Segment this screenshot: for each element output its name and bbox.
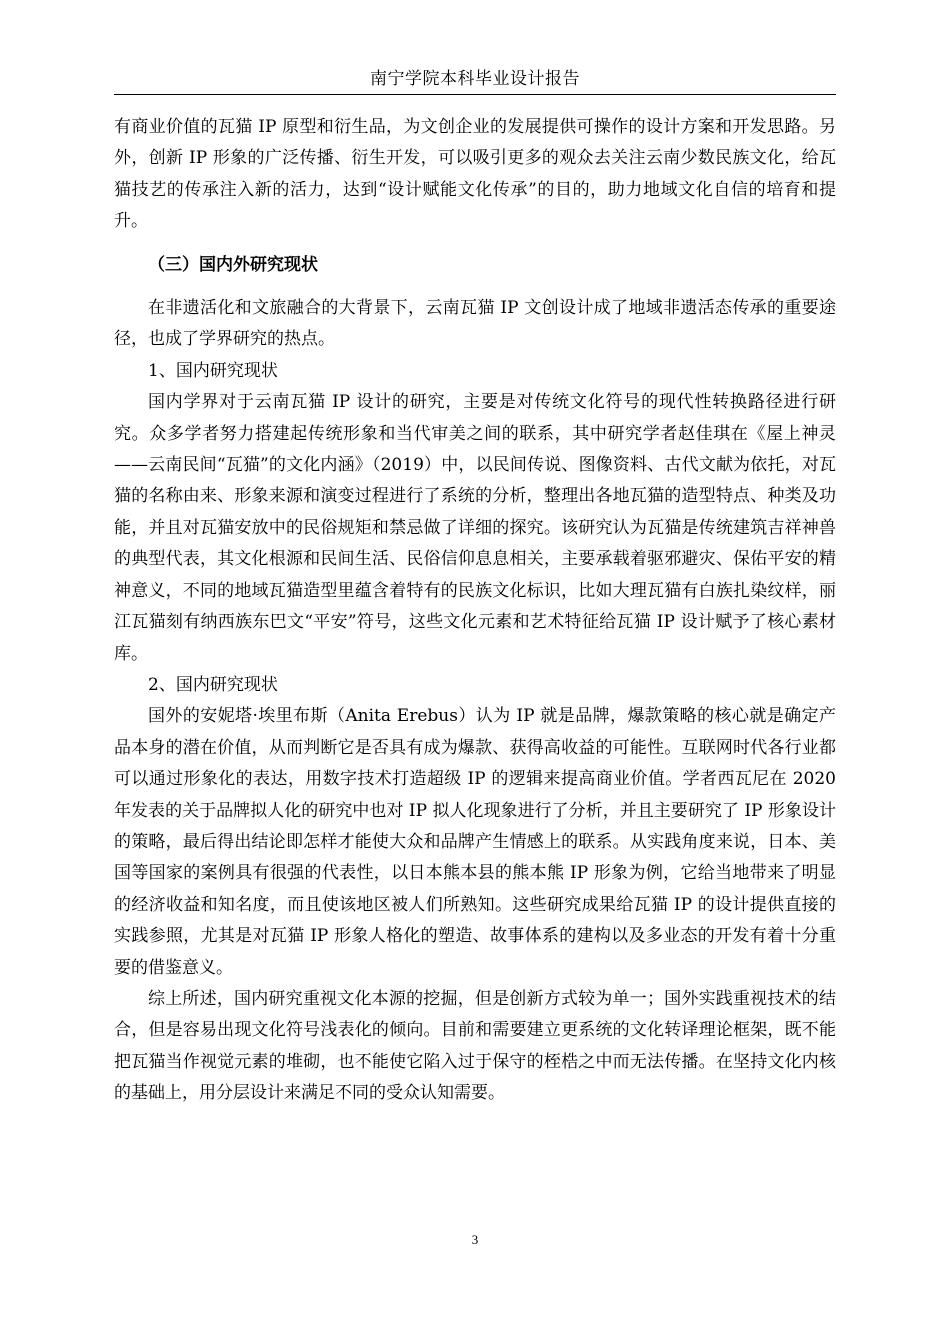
section-heading: （三）国内外研究现状 bbox=[148, 254, 318, 275]
paragraph-summary: 综上所述，国内研究重视文化本源的挖掘，但是创新方式较为单一；国外实践重视技术的结合，但是容易出现文化符号浅表化的倾向。目前和需要建立更系统的文化转译理论框架，既不能把瓦猫当作视觉元素的堆砌，也不能使它陷入过于保守的桎梏之中而无法传播。在坚持文化内核的基础上，用分层设计来满足不同的受众认知需要。 bbox=[114, 988, 836, 1104]
paragraph-overview: 在非遗活化和文旅融合的大背景下，云南瓦猫 IP 文创设计成了地域非遗活态传承的重要途径，也成了学界研究的热点。 bbox=[114, 298, 836, 350]
page-number: 3 bbox=[471, 1232, 479, 1247]
paragraph-intro-continued: 有商业价值的瓦猫 IP 原型和衍生品，为文创企业的发展提供可操作的设计方案和开发思路。另外，创新 IP 形象的广泛传播、衍生开发，可以吸引更多的观众去关注云南少数民族文化，给瓦猫技艺的传承注入新的活力，达到“设计赋能文化传承”的目的，助力地域文化自信的培育和提升。 bbox=[114, 117, 836, 232]
subheading-domestic: 1、国内研究现状 bbox=[148, 360, 278, 381]
paragraph-foreign-research: 国外的安妮塔·埃里布斯（Anita Erebus）认为 IP 就是品牌，爆款策略的核心就是确定产品本身的潜在价值，从而判断它是否具有成为爆款、获得高收益的可能性。互联网时代各行业都可以通过形象化的表达，用数字技术打造超级 IP 的逻辑来提高商业价值。学者西瓦尼在 2020 年发表的关于品牌拟人化的研究中也对 IP 拟人化现象进行了分析，并且主要研究了 IP 形象设计的策略，最后得出结论即怎样才能使大众和品牌产生情感上的联系。从实践角度来说，日本、美国等国家的案例具有很强的代表性，以日本熊本县的熊本熊 IP 形象为例，它给当地带来了明显的经济收益和知名度，而且使该地区被人们所熟知。这些研究成果给瓦猫 IP 的设计提供直接的实践参照，尤其是对瓦猫 IP 形象人格化的塑造、故事体系的建构以及多业态的开发有着十分重要的借鉴意义。 bbox=[114, 706, 836, 978]
header-divider bbox=[114, 94, 836, 95]
paragraph-domestic-research: 国内学界对于云南瓦猫 IP 设计的研究，主要是对传统文化符号的现代性转换路径进行研究。众多学者努力搭建起传统形象和当代审美之间的联系，其中研究学者赵佳琪在《屋上神灵——云南民间“瓦猫”的文化内涵》（2019）中，以民间传说、图像资料、古代文献为依托，对瓦猫的名称由来、形象来源和演变过程进行了系统的分析，整理出各地瓦猫的造型特点、种类及功能，并且对瓦猫安放中的民俗规矩和禁忌做了详细的探究。该研究认为瓦猫是传统建筑吉祥神兽的典型代表，其文化根源和民间生活、民俗信仰息息相关，主要承载着驱邪避灾、保佑平安的精神意义，不同的地域瓦猫造型里蕴含着特有的民族文化标识，比如大理瓦猫有白族扎染纹样，丽江瓦猫刻有纳西族东巴文“平安”符号，这些文化元素和艺术特征给瓦猫 IP 设计赋予了核心素材库。 bbox=[114, 392, 836, 664]
document-body bbox=[114, 112, 836, 1110]
subheading-foreign: 2、国内研究现状 bbox=[148, 674, 278, 695]
page-header-title: 南宁学院本科毕业设计报告 bbox=[370, 69, 580, 89]
